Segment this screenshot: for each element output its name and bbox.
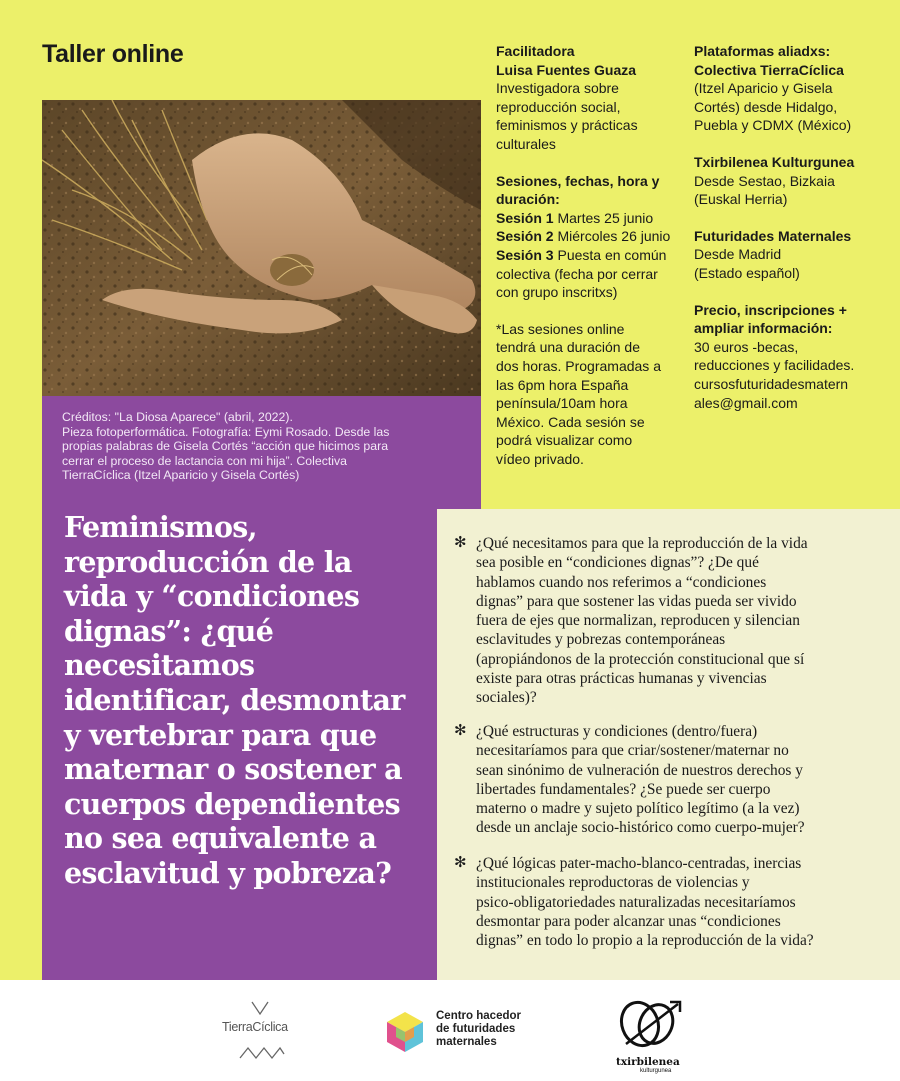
futuridades-block	[694, 227, 894, 283]
sesiones-label: Sesiones, fechas, hora y	[496, 172, 660, 189]
txirbilenea-mark-icon	[612, 994, 692, 1056]
headline-line: dignas”: ¿qué	[64, 613, 274, 648]
sesion-text: Puesta en común	[553, 246, 667, 263]
sesion-text: con grupo inscritxs)	[496, 284, 618, 301]
cube-icon	[385, 1010, 425, 1054]
credits-line: Pieza fotoperformática. Fotografía: Eymi Rosado. Desde las	[62, 424, 390, 439]
question-line: desmontar para poder alcanzar unas “condiciones	[476, 912, 781, 930]
question-line: sociales)?	[476, 689, 537, 707]
tierraciclica-logo	[222, 1000, 302, 1060]
tierraciclica-logo-text: TierraCíclica	[222, 1020, 288, 1034]
question-line: dignas” para que sostener las vidas pueda ser vivido	[476, 592, 797, 610]
partner-name: Colectiva TierraCíclica	[694, 61, 844, 78]
question-3	[454, 854, 894, 950]
txirbilenea-logo-sub: kulturgunea	[640, 1068, 672, 1074]
sesion-label: Sesión 1	[496, 209, 554, 226]
headline-line: y vertebrar para que	[64, 717, 377, 752]
credits-line: Créditos: "La Diosa Aparece" (abril, 2022).	[62, 410, 293, 424]
asterisk-icon: ✻	[454, 855, 467, 871]
note-line: dos horas. Programadas a	[496, 357, 661, 374]
question-line: esclavitudes y pobrezas contemporáneas	[476, 631, 726, 649]
centro-line: maternales	[436, 1036, 497, 1048]
headline-line: maternar o sostener a	[64, 752, 402, 787]
question-line: sean sinónimo de vulneración de nuestros derechos y	[476, 761, 803, 779]
photo-credits	[62, 410, 472, 483]
note-line: tendrá una duración de	[496, 339, 640, 356]
headline-line: cuerpos dependientes	[64, 786, 400, 821]
photo-image	[42, 100, 481, 396]
note-line: México. Cada sesión se	[496, 413, 645, 430]
sesion-text: Martes 25 junio	[553, 209, 654, 226]
note-line: podrá visualizar como	[496, 432, 633, 449]
footer-logos	[0, 980, 900, 1081]
precio-label: ampliar información:	[694, 320, 833, 337]
facilitadora-desc: culturales	[496, 135, 556, 152]
precio-label: Precio, inscripciones +	[694, 301, 847, 318]
question-line: dignas” en todo lo propio a la reproducción de la vida?	[476, 932, 814, 950]
plataformas-label: Plataformas aliadxs:	[694, 43, 831, 59]
headline-line: vida y “condiciones	[64, 579, 360, 614]
page-title: Taller online	[42, 40, 184, 68]
headline-line: identificar, desmontar	[64, 682, 405, 717]
credits-line: cerrar el proceso de lactancia con mi hija”. Colectiva	[62, 453, 348, 468]
headline-line: Feminismos,	[64, 510, 257, 544]
facilitadora-desc: feminismos y prácticas	[496, 117, 638, 134]
note-line: *Las sesiones online	[496, 320, 625, 337]
question-line: ¿Qué lógicas pater-macho-blanco-centradas, inercias	[476, 855, 802, 872]
plataformas-block	[694, 42, 894, 135]
sesion-text: colectiva (fecha por cerrar	[496, 265, 658, 282]
facilitadora-desc: Investigadora sobre	[496, 80, 619, 97]
precio-text: 30 euros -becas,	[694, 338, 799, 355]
sesion-3	[496, 246, 686, 265]
sesion-label: Sesión 3	[496, 246, 554, 263]
cube-logo	[385, 1010, 425, 1059]
question-line: ¿Qué necesitamos para que la reproducción de la vida	[476, 535, 808, 552]
centro-line: de futuridades	[436, 1023, 516, 1035]
question-line: desde un anclaje socio-histórico como cuerpo-mujer?	[476, 819, 805, 837]
sesiones-label: duración:	[496, 191, 560, 208]
note-line: vídeo privado.	[496, 450, 584, 467]
centro-logo-text	[436, 1010, 521, 1049]
txirbilenea-logo-text: txirbilenea	[616, 1056, 680, 1068]
facilitadora-block	[496, 42, 686, 154]
sesion-label: Sesión 2	[496, 228, 554, 245]
headline-line: no sea equivalente a	[64, 821, 377, 856]
question-line: (apropiándonos de la protección constitucional que sí	[476, 650, 805, 668]
question-line: ¿Qué estructuras y condiciones (dentro/fuera)	[476, 723, 758, 740]
centro-line: Centro hacedor	[436, 1010, 521, 1022]
info-column-2	[694, 42, 894, 430]
headline-line: esclavitud y pobreza?	[64, 855, 392, 890]
headline	[64, 510, 434, 891]
headline-line: reproducción de la	[64, 544, 352, 579]
question-line: institucionales reproductoras de violencias y	[476, 874, 750, 892]
note-line: las 6pm hora España	[496, 376, 629, 393]
txirbilenea-block	[694, 153, 894, 209]
partner-desc: (Euskal Herria)	[694, 191, 788, 208]
question-line: fuera de ejes que normalizan, reproducen y silencian	[476, 612, 800, 630]
partner-desc: Desde Madrid	[694, 246, 782, 263]
partner-desc: (Itzel Aparicio y Gisela	[694, 80, 833, 97]
partner-desc: (Estado español)	[694, 264, 800, 281]
sesion-1	[496, 209, 686, 228]
sesiones-block	[496, 172, 686, 302]
question-line: hablamos cuando nos referimos a “condiciones	[476, 573, 767, 591]
question-line: necesitaríamos para que criar/sostener/maternar no	[476, 742, 789, 760]
credits-line: TierraCíclica (Itzel Aparicio y Gisela Cortés)	[62, 468, 300, 483]
contact-email[interactable]: ales@gmail.com	[694, 394, 798, 411]
sesion-text: Miércoles 26 junio	[553, 228, 671, 245]
contact-email[interactable]: cursosfuturidadesmatern	[694, 375, 849, 392]
partner-desc: Desde Sestao, Bizkaia	[694, 172, 835, 189]
question-line: psico-obligatoriedades naturalizadas necesitaríamos	[476, 893, 796, 911]
note-line: península/10am hora	[496, 395, 628, 412]
partner-desc: Cortés) desde Hidalgo,	[694, 98, 838, 115]
partner-name: Futuridades Maternales	[694, 227, 852, 244]
question-1	[454, 534, 894, 708]
facilitadora-desc: reproducción social,	[496, 98, 621, 115]
sessions-note	[496, 320, 686, 469]
facilitadora-label: Facilitadora	[496, 43, 575, 59]
headline-line: necesitamos	[64, 648, 255, 683]
txirbilenea-logo	[612, 994, 692, 1074]
facilitadora-name: Luisa Fuentes Guaza	[496, 61, 637, 78]
performance-photo	[42, 100, 481, 396]
credits-line: propias palabras de Gisela Cortés “acción que hicimos para	[62, 439, 389, 454]
question-line: materno o madre y sujeto político legítimo (a la vez)	[476, 800, 800, 818]
question-line: libertades fundamentales? ¿Se puede ser cuerpo	[476, 780, 771, 798]
partner-name: Txirbilenea Kulturgunea	[694, 153, 855, 170]
partner-desc: Puebla y CDMX (México)	[694, 117, 852, 134]
question-line: existe para otras prácticas humanas y vivencias	[476, 670, 767, 688]
question-2	[454, 722, 894, 838]
asterisk-icon: ✻	[454, 723, 467, 739]
precio-block	[694, 301, 894, 413]
question-line: sea posible en “condiciones dignas”? ¿De qué	[476, 554, 759, 572]
sesion-2	[496, 227, 686, 246]
precio-text: reducciones y facilidades.	[694, 357, 855, 374]
asterisk-icon: ✻	[454, 535, 467, 551]
info-column-1	[496, 42, 686, 486]
